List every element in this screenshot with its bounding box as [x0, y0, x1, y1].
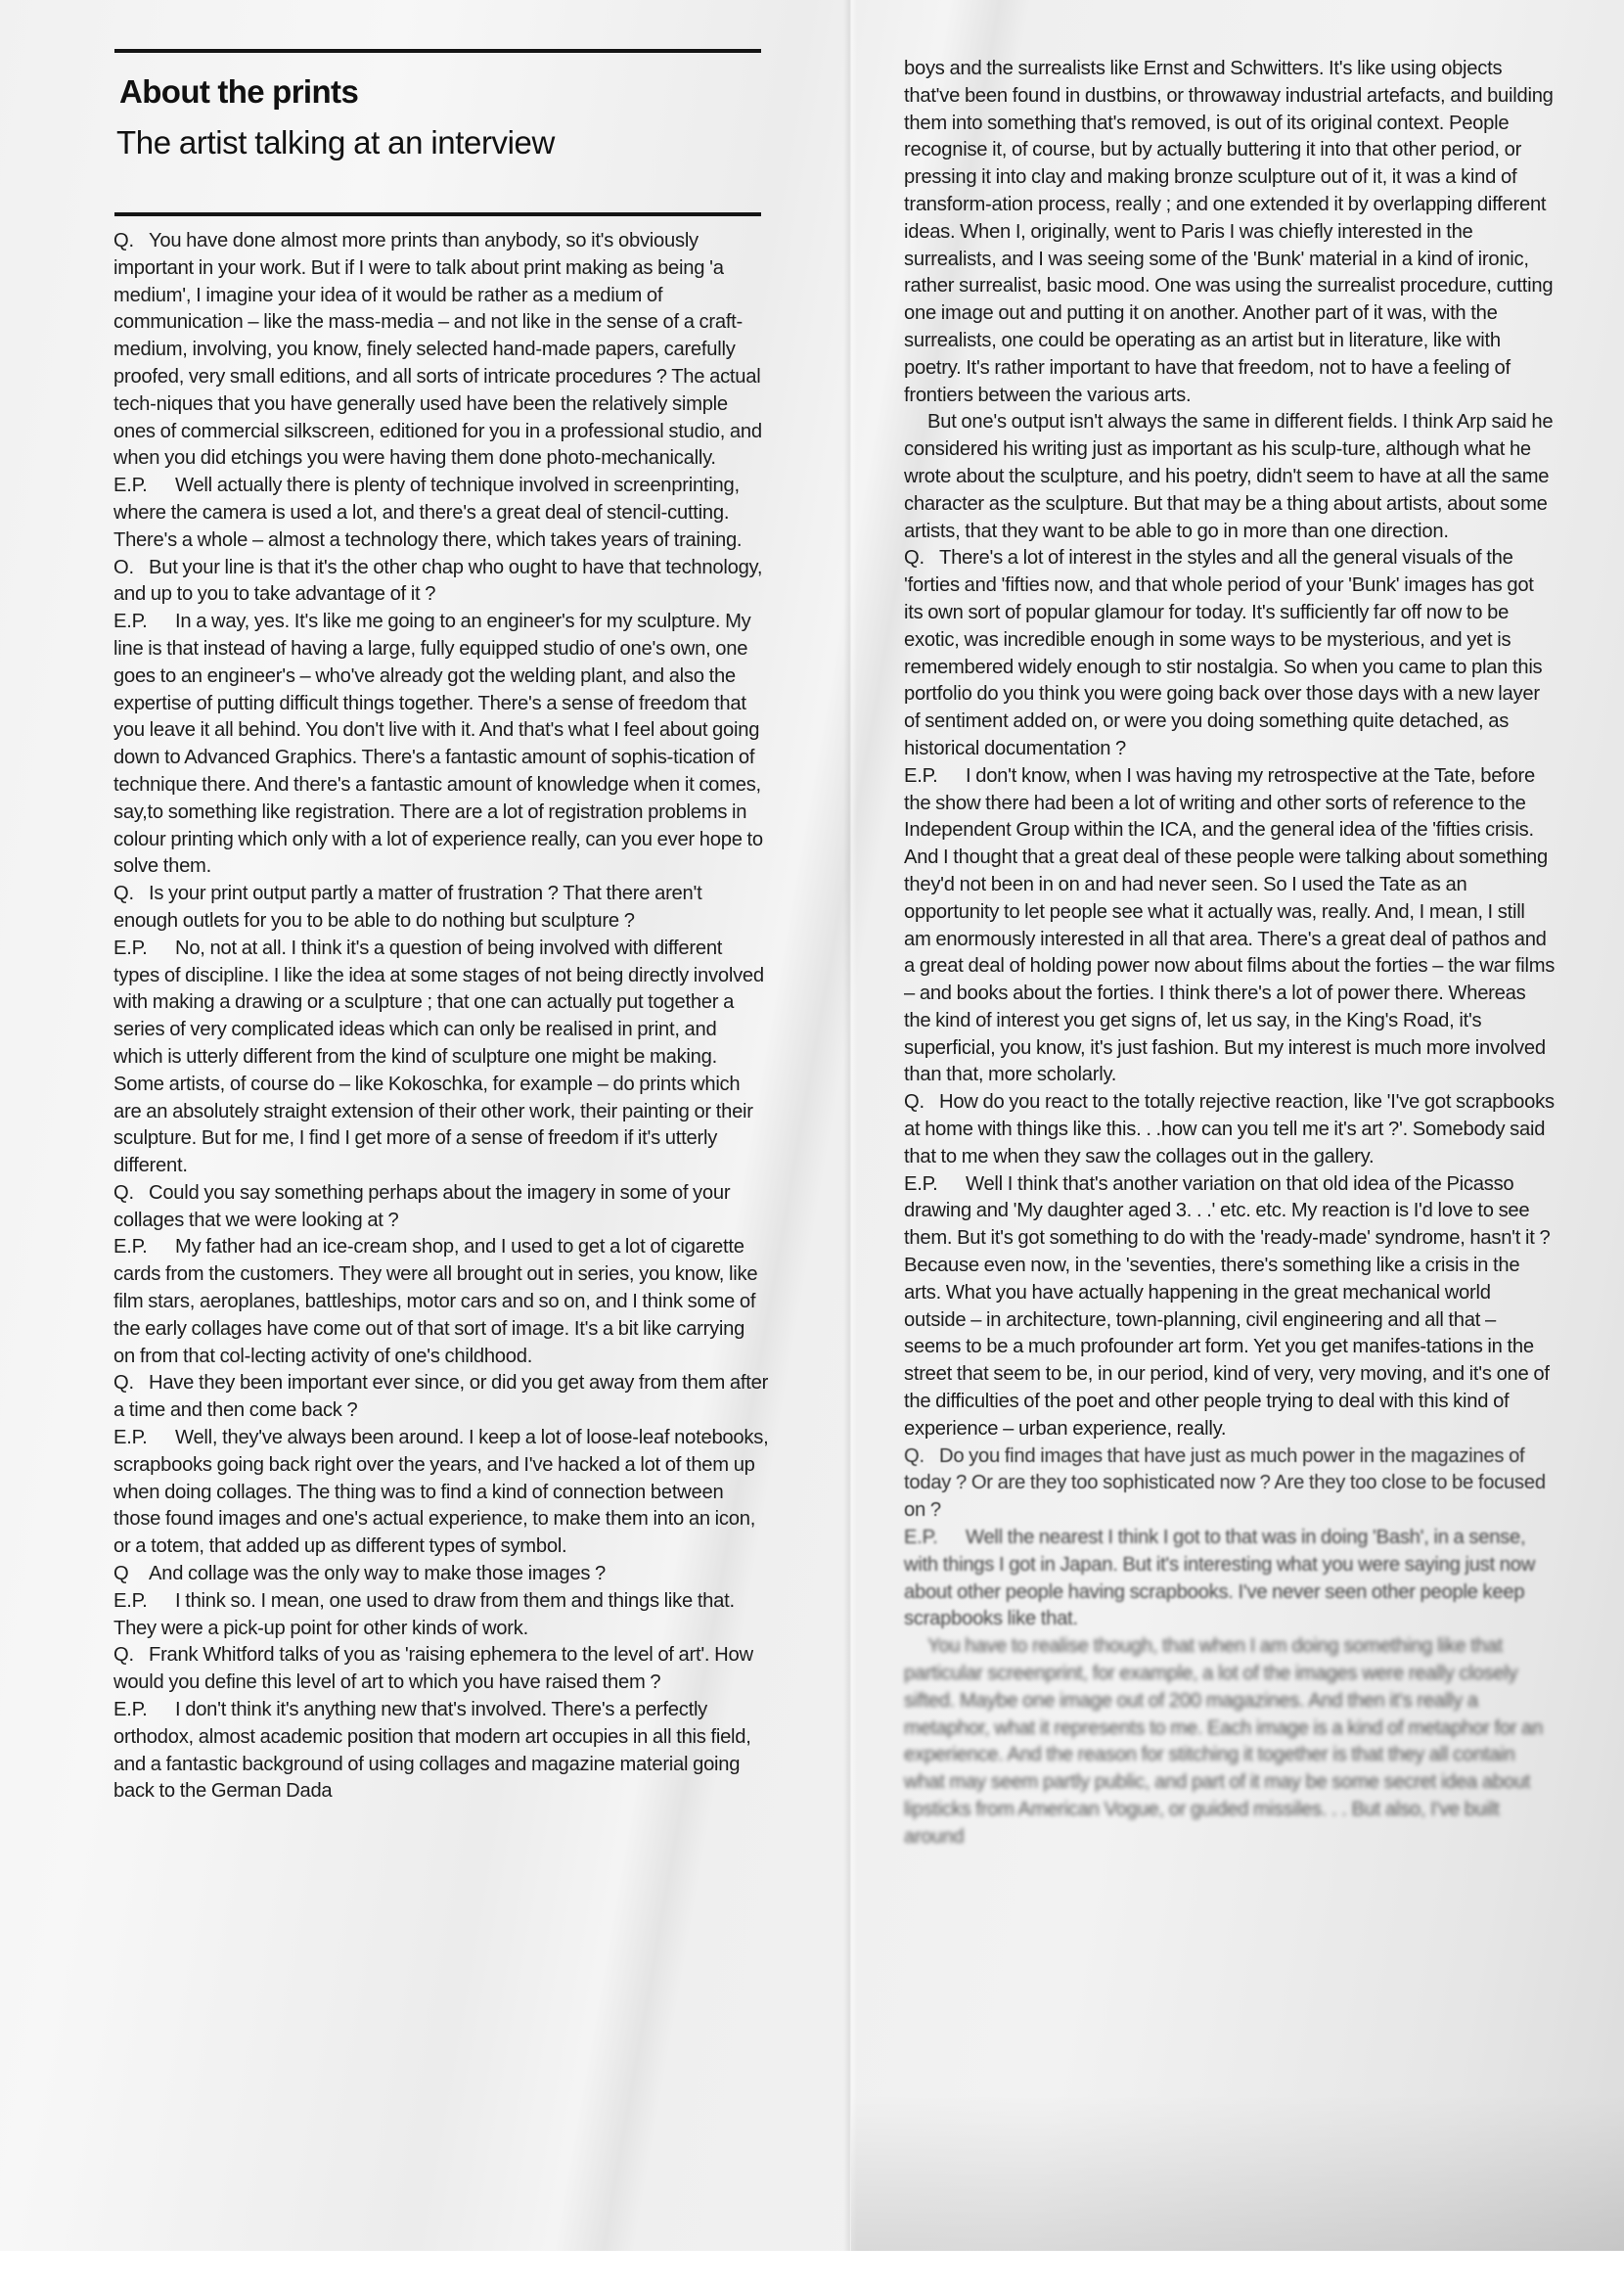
paragraph-text: But one's output isn't always the same in different fields. I think Arp said he considered his writing just as important as his sculp-ture, although what he wrote about the sculpture, and his poetry, didn't seem to have at all the same character as the sculpture. But that may be a thing about artists, about some artists, that they want to be able to go in more than one direction.	[904, 411, 1554, 542]
paragraph-text: I don't know, when I was having my retrospective at the Tate, before the show there had been a lot of writing and other sorts of reference to the Independent Group within the ICA, and the general idea of the 'fifties crisis. And I thought that a great deal of these people were talking about something they'd not been in on and had never seen. So I used the Tate as an opportunity to let people see what it actually was, really. And, I mean, I still am enormously interested in all that area. There's a great deal of pathos and a great deal of holding power now about films about the forties – the war films – and books about the forties. I think there's a lot of power there. Whereas the kind of interest you get signs of, let us say, in the King's Road, it's superficial, you know, it's just fashion. But my interest is much more involved than that, more scholarly.	[904, 764, 1556, 1086]
interview-paragraph	[113, 936, 769, 1180]
paragraph-text: But your line is that it's the other chap who ought to have that technology, and up to you to take advantage of it ?	[113, 556, 763, 606]
speaker-label: Q.	[113, 1644, 134, 1667]
interview-paragraph	[113, 1425, 769, 1561]
paragraph-text: Well I think that's another variation on that old idea of the Picasso drawing and 'My daughter aged 3. . .' etc. etc. My reaction is I'd love to see them. But it's got something to do with the 'ready-made' syndrome, hasn't it ? Because even now, in the 'seventies, there's something like a crisis in the arts. What you have actually happening in the great mechanical world outside – in architecture, town-planning, civil engineering and all that – seems to be a much profounder art form. Yet you get manifes-tations in the street that seem to be, in our period, kind of very, very moving, and it's one of the difficulties of the poet and other people trying to deal with this kind of experience – urban experience, really.	[904, 1172, 1551, 1440]
speaker-label: E.P.	[113, 1427, 148, 1449]
header-rule	[114, 212, 761, 216]
speaker-label: E.P.	[113, 1236, 148, 1258]
page-fold	[843, 0, 857, 2251]
speaker-label: E.P.	[904, 1172, 938, 1195]
paragraph-text: In a way, yes. It's like me going to an engineer's for my sculpture. My line is that instead of having a large, fully equipped studio of one's own, one goes to an engineer's – who've already got the welding plant, and also the expertise of putting difficult things together. There's a sense of freedom that you leave it all behind. You don't live with it. And that's what I feel about going down to Advanced Graphics. There's a fantastic amount of sophis-tication of technique there. And there's a fantastic amount of knowledge when it comes, say,to something like registration. There are a lot of registration problems in colour printing which only with a lot of experience really, can you ever hope to solve them.	[113, 611, 763, 878]
paragraph-text: Could you say something perhaps about the imagery in some of your collages that we were looking at ?	[113, 1181, 731, 1231]
interview-paragraph	[113, 1697, 769, 1806]
paragraph-text: There's a lot of interest in the styles and all the general visuals of the 'forties and 'fifties now, and that whole period of your 'Bunk' images has got its own sort of popular glamour for today. It's sufficiently far off now to be exotic, was incredible enough in some ways to be mysterious, and yet is remembered widely enough to stir nostalgia. So when you came to plan this portfolio do you think you were going back over those days with a new layer of sentiment added on, or were you doing something quite detached, as historical documentation ?	[904, 547, 1543, 759]
paragraph-text: Have they been important ever since, or did you get away from them after a time and then come back ?	[113, 1372, 769, 1422]
left-column-body	[113, 228, 769, 1806]
interview-paragraph	[113, 473, 769, 554]
speaker-label: Q.	[113, 1181, 134, 1204]
right-column	[904, 56, 1556, 1852]
speaker-label: E.P.	[904, 1527, 938, 1549]
top-rule	[114, 49, 761, 53]
interview-paragraph	[113, 1180, 769, 1235]
paragraph-text: How do you react to the totally rejective reaction, like 'I've got scrapbooks at home with things like this. . .how can you tell me it's art ?'. Somebody said that to me when they saw the collages out in the gallery.	[904, 1091, 1555, 1167]
interview-paragraph	[904, 1525, 1556, 1633]
speaker-label: Q.	[904, 1091, 925, 1114]
paragraph-text: I don't think it's anything new that's involved. There's a perfectly orthodox, almost academic position that modern art occupies in all this field, and a fantastic background of using collages and magazine material going back to the German Dada	[113, 1699, 751, 1803]
interview-paragraph	[904, 1089, 1556, 1170]
paragraph-text: You have to realise though, that when I am doing something like that particular screenprint, for example, a lot of the images were really closely sifted. Maybe one image out of 200 magazines. And then it's really a metaphor, what it represents to me. Each image is a kind of metaphor for an experience. And the reason for stitching it together is that they all contain what may seem partly public, and part of it may be some secret idea about lipsticks from American Vogue, or guided missiles. . . But also, I've built around	[904, 1635, 1544, 1848]
interview-paragraph	[113, 555, 769, 610]
paragraph-text: Do you find images that have just as much power in the magazines of today ? Or are they too sophisticated now ? Are they too close to be focused on ?	[904, 1444, 1546, 1522]
speaker-label: Q.	[113, 230, 134, 252]
page-subtitle: The artist talking at an interview	[116, 124, 555, 160]
speaker-label: E.P.	[113, 1699, 148, 1721]
interview-paragraph	[904, 545, 1556, 762]
paragraph-text: You have done almost more prints than anybody, so it's obviously important in your work. But if I were to talk about print making as being 'a medium', I imagine your idea of it would be rather as a medium of communication – like the mass-media – and not like in the sense of a craft-medium, involving, you know, finely selected hand-made papers, carefully proofed, very small editions, and all sorts of intricate procedures ? The actual tech-niques that you have generally used have been the relatively simple ones of commercial silkscreen, editioned for you in a professional studio, and when you did etchings you were having them done photo-mechanically.	[113, 230, 762, 470]
continuation-paragraph	[904, 1633, 1556, 1851]
speaker-label: O.	[113, 556, 134, 578]
speaker-label: E.P.	[113, 937, 148, 959]
interview-paragraph	[904, 1443, 1556, 1525]
interview-paragraph	[113, 1234, 769, 1370]
interview-paragraph	[904, 1171, 1556, 1443]
paragraph-text: No, not at all. I think it's a question of being involved with different types of discipline. I like the idea at some stages of not being directly involved with making a drawing or a sculpture ; that one can actually put together a series of very complicated ideas which can only be realised in print, and which is utterly different from the kind of sculpture one might be making. Some artists, of course do – like Kokoschka, for example – do prints which are an absolutely straight extension of their other work, their painting or their sculpture. But for me, I find I get more of a sense of freedom if it's utterly different.	[113, 937, 764, 1177]
paragraph-text: Well actually there is plenty of technique involved in screenprinting, where the camera is used a lot, and there's a great deal of stencil-cutting. There's a whole – almost a technology there, which takes years of training.	[113, 475, 743, 551]
interview-paragraph	[113, 1642, 769, 1697]
interview-paragraph	[904, 763, 1556, 1090]
page-title: About the prints	[119, 73, 359, 110]
interview-paragraph	[113, 1588, 769, 1643]
page-shadow	[851, 2094, 1624, 2251]
continuation-paragraph	[904, 56, 1556, 409]
paragraph-text: Frank Whitford talks of you as 'raising ephemera to the level of art'. How would you define this level of art to which you have raised them ?	[113, 1644, 753, 1694]
continuation-paragraph	[904, 409, 1556, 545]
speaker-label: Q.	[113, 883, 134, 905]
interview-paragraph	[113, 609, 769, 881]
interview-paragraph	[113, 228, 769, 473]
speaker-label: Q.	[113, 1372, 134, 1395]
paragraph-text: Well, they've always been around. I keep a lot of loose-leaf notebooks, scrapbooks going back right over the years, and I've hacked a lot of them up when doing collages. The thing was to find a kind of connection between those found images and one's actual experience, to make them into an icon, or a totem, that added up as different types of symbol.	[113, 1427, 769, 1558]
paragraph-text: My father had an ice-cream shop, and I used to get a lot of cigarette cards from the customers. They were all brought out in series, you know, like film stars, aeroplanes, battleships, motor cars and so on, and I think some of the early collages have come out of that sort of image. It's a bit like carrying on from that col-lecting activity of one's childhood.	[113, 1236, 758, 1367]
paragraph-text: I think so. I mean, one used to draw from them and things like that. They were a pick-up point for other kinds of work.	[113, 1589, 735, 1639]
interview-paragraph	[113, 1370, 769, 1425]
interview-paragraph	[113, 1561, 769, 1588]
speaker-label: E.P.	[113, 611, 148, 633]
speaker-label: Q	[113, 1563, 129, 1585]
paragraph-text: boys and the surrealists like Ernst and Schwitters. It's like using objects that've been found in dustbins, or throwaway industrial artefacts, and building them into something that's removed, is out of its original context. People recognise it, of course, but by actually buttering it into that other period, or pressing it into clay and making bronze sculpture out of it, it was a kind of transform-ation process, really ; and one extended it by overlapping different ideas. When I, originally, went to Paris I was chiefly interested in the surrealists, and I was seeing some of the 'Bunk' material in a kind of ironic, rather surrealist, basic mood. One was using the surrealist procedure, cutting one image out and putting it on another. Another part of it was, with the surrealists, one could be operating as an artist but in literature, like with poetry. It's rather important to have that freedom, not to have a feeling of frontiers between the various arts.	[904, 58, 1554, 406]
interview-paragraph	[113, 881, 769, 936]
paragraph-text: Well the nearest I think I got to that was in doing 'Bash', in a sense, with things I got in Japan. But it's interesting what you were saying just now about other people having scrapbooks. I've never seen other people keep scrapbooks like that.	[904, 1527, 1536, 1630]
speaker-label: E.P.	[113, 475, 148, 497]
paragraph-text: And collage was the only way to make those images ?	[149, 1563, 607, 1585]
speaker-label: Q.	[904, 547, 925, 570]
speaker-label: Q.	[904, 1444, 925, 1467]
speaker-label: E.P.	[904, 764, 938, 787]
paragraph-text: Is your print output partly a matter of frustration ? That there aren't enough outlets for you to be able to do nothing but sculpture ?	[113, 883, 702, 932]
speaker-label: E.P.	[113, 1589, 148, 1612]
